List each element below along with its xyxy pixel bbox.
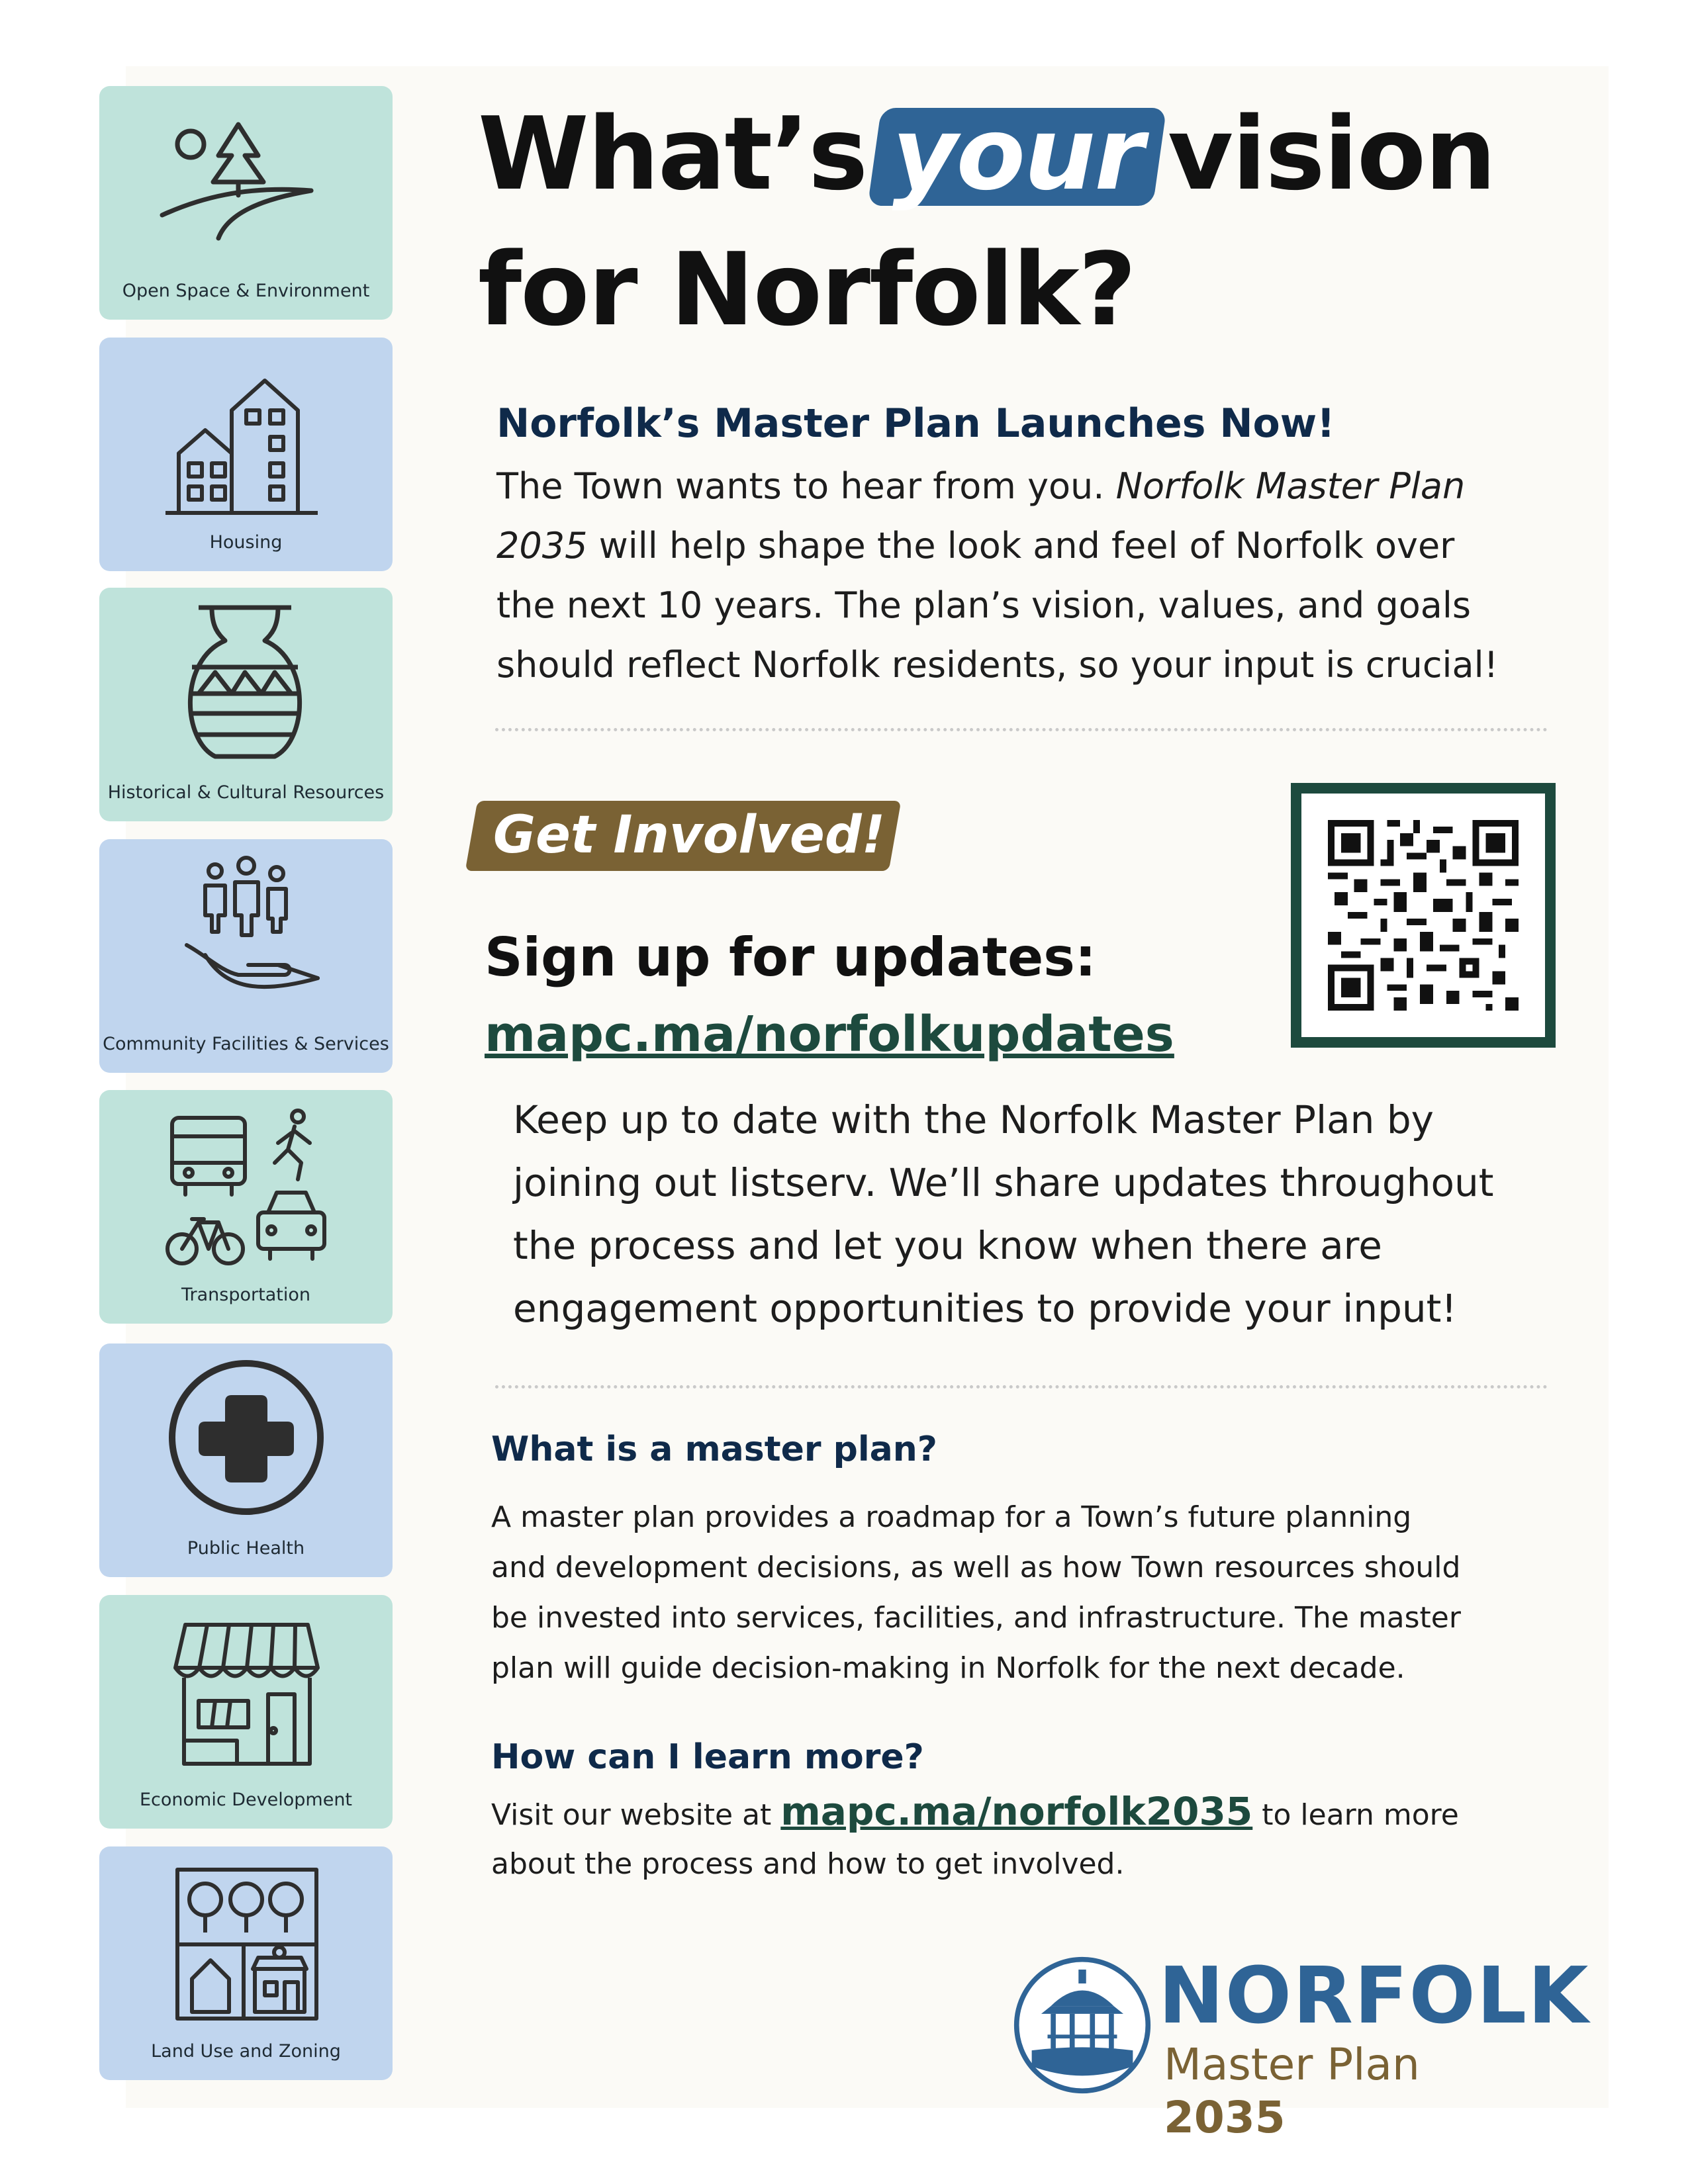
signup-line: joining out listserv. We’ll share updates throughout [513,1160,1494,1205]
what-is-line: be invested into services, facilities, and infrastructure. The master [491,1601,1461,1635]
logo-year: 2035 [1164,2092,1286,2143]
launch-text-a: The Town wants to hear from you. [496,465,1116,507]
headline-line-1 [478,86,1495,222]
headline-highlight-your [868,95,1166,212]
what-is-line: and development decisions, as well as how Town resources should [491,1551,1461,1584]
sidebar-tile-housing [99,338,393,571]
what-is-paragraph [491,1492,1583,1694]
divider [495,1385,1548,1388]
signup-description [513,1089,1572,1340]
sidebar-tile-economic [99,1595,393,1829]
launch-text-b: will help shape the look and feel of Norfolk over [587,525,1455,567]
learn-more-paragraph [491,1787,1583,1889]
sidebar-tile-transportation [99,1090,393,1324]
signup-heading: Sign up for updates: [485,927,1096,988]
signup-line: Keep up to date with the Norfolk Master Plan by [513,1097,1434,1142]
launch-text-c: the next 10 years. The plan’s vision, values, and goals [496,584,1472,626]
learn-more-text-after: to learn more [1252,1798,1459,1832]
sidebar-item-label: Open Space & Environment [122,281,370,301]
gazebo-icon [1013,1956,1152,2095]
sidebar-item-label: Land Use and Zoning [151,2041,341,2062]
logo-subtitle-text: Master Plan [1164,2039,1420,2090]
sidebar-tile-open-space [99,86,393,320]
logo-title: NORFOLK [1158,1950,1590,2041]
qr-code[interactable] [1291,783,1556,1048]
launch-italic-plan-name: Norfolk Master Plan [1115,465,1466,507]
launch-paragraph [496,457,1589,695]
sidebar-tile-historical [99,588,393,821]
what-is-heading: What is a master plan? [491,1430,937,1469]
website-link[interactable]: mapc.ma/norfolk2035 [780,1789,1253,1834]
learn-more-heading: How can I learn more? [491,1737,924,1777]
sidebar-item-label: Public Health [187,1538,305,1559]
sidebar-item-label: Transportation [181,1285,310,1305]
launch-text-d: should reflect Norfolk residents, so your input is crucial! [496,644,1499,686]
launch-heading: Norfolk’s Master Plan Launches Now! [496,400,1335,447]
sidebar-item-label: Community Facilities & Services [103,1034,389,1054]
sidebar-item-label: Economic Development [139,1790,353,1810]
logo-subtitle [1164,2038,1542,2144]
divider [495,728,1548,731]
headline-word-whats: What’s [478,95,867,212]
learn-more-text-before: Visit our website at [491,1798,781,1832]
sidebar-tile-public-health [99,1343,393,1577]
signup-link[interactable]: mapc.ma/norfolkupdates [485,1006,1174,1063]
launch-italic-year: 2035 [496,525,588,567]
learn-more-line-2: about the process and how to get involved. [491,1847,1125,1881]
sidebar-item-label: Housing [209,532,283,553]
sidebar-tile-community [99,839,393,1073]
headline-line-2: for Norfolk? [478,231,1135,348]
what-is-line: A master plan provides a roadmap for a Town’s future planning [491,1500,1412,1534]
headline-word-vision: vision [1168,95,1495,212]
signup-line: engagement opportunities to provide your input! [513,1286,1457,1331]
sidebar-tile-land-use [99,1846,393,2080]
signup-line: the process and let you know when there are [513,1223,1382,1268]
headline [478,86,1495,357]
what-is-line: plan will guide decision-making in Norfolk for the next decade. [491,1651,1405,1685]
norfolk-master-plan-logo [993,1939,1590,2143]
get-involved-label: Get Involved! [493,805,886,865]
headline-highlight-text: your [892,95,1143,212]
qr-code-icon [1328,820,1519,1011]
sidebar-item-label: Historical & Cultural Resources [107,782,385,803]
